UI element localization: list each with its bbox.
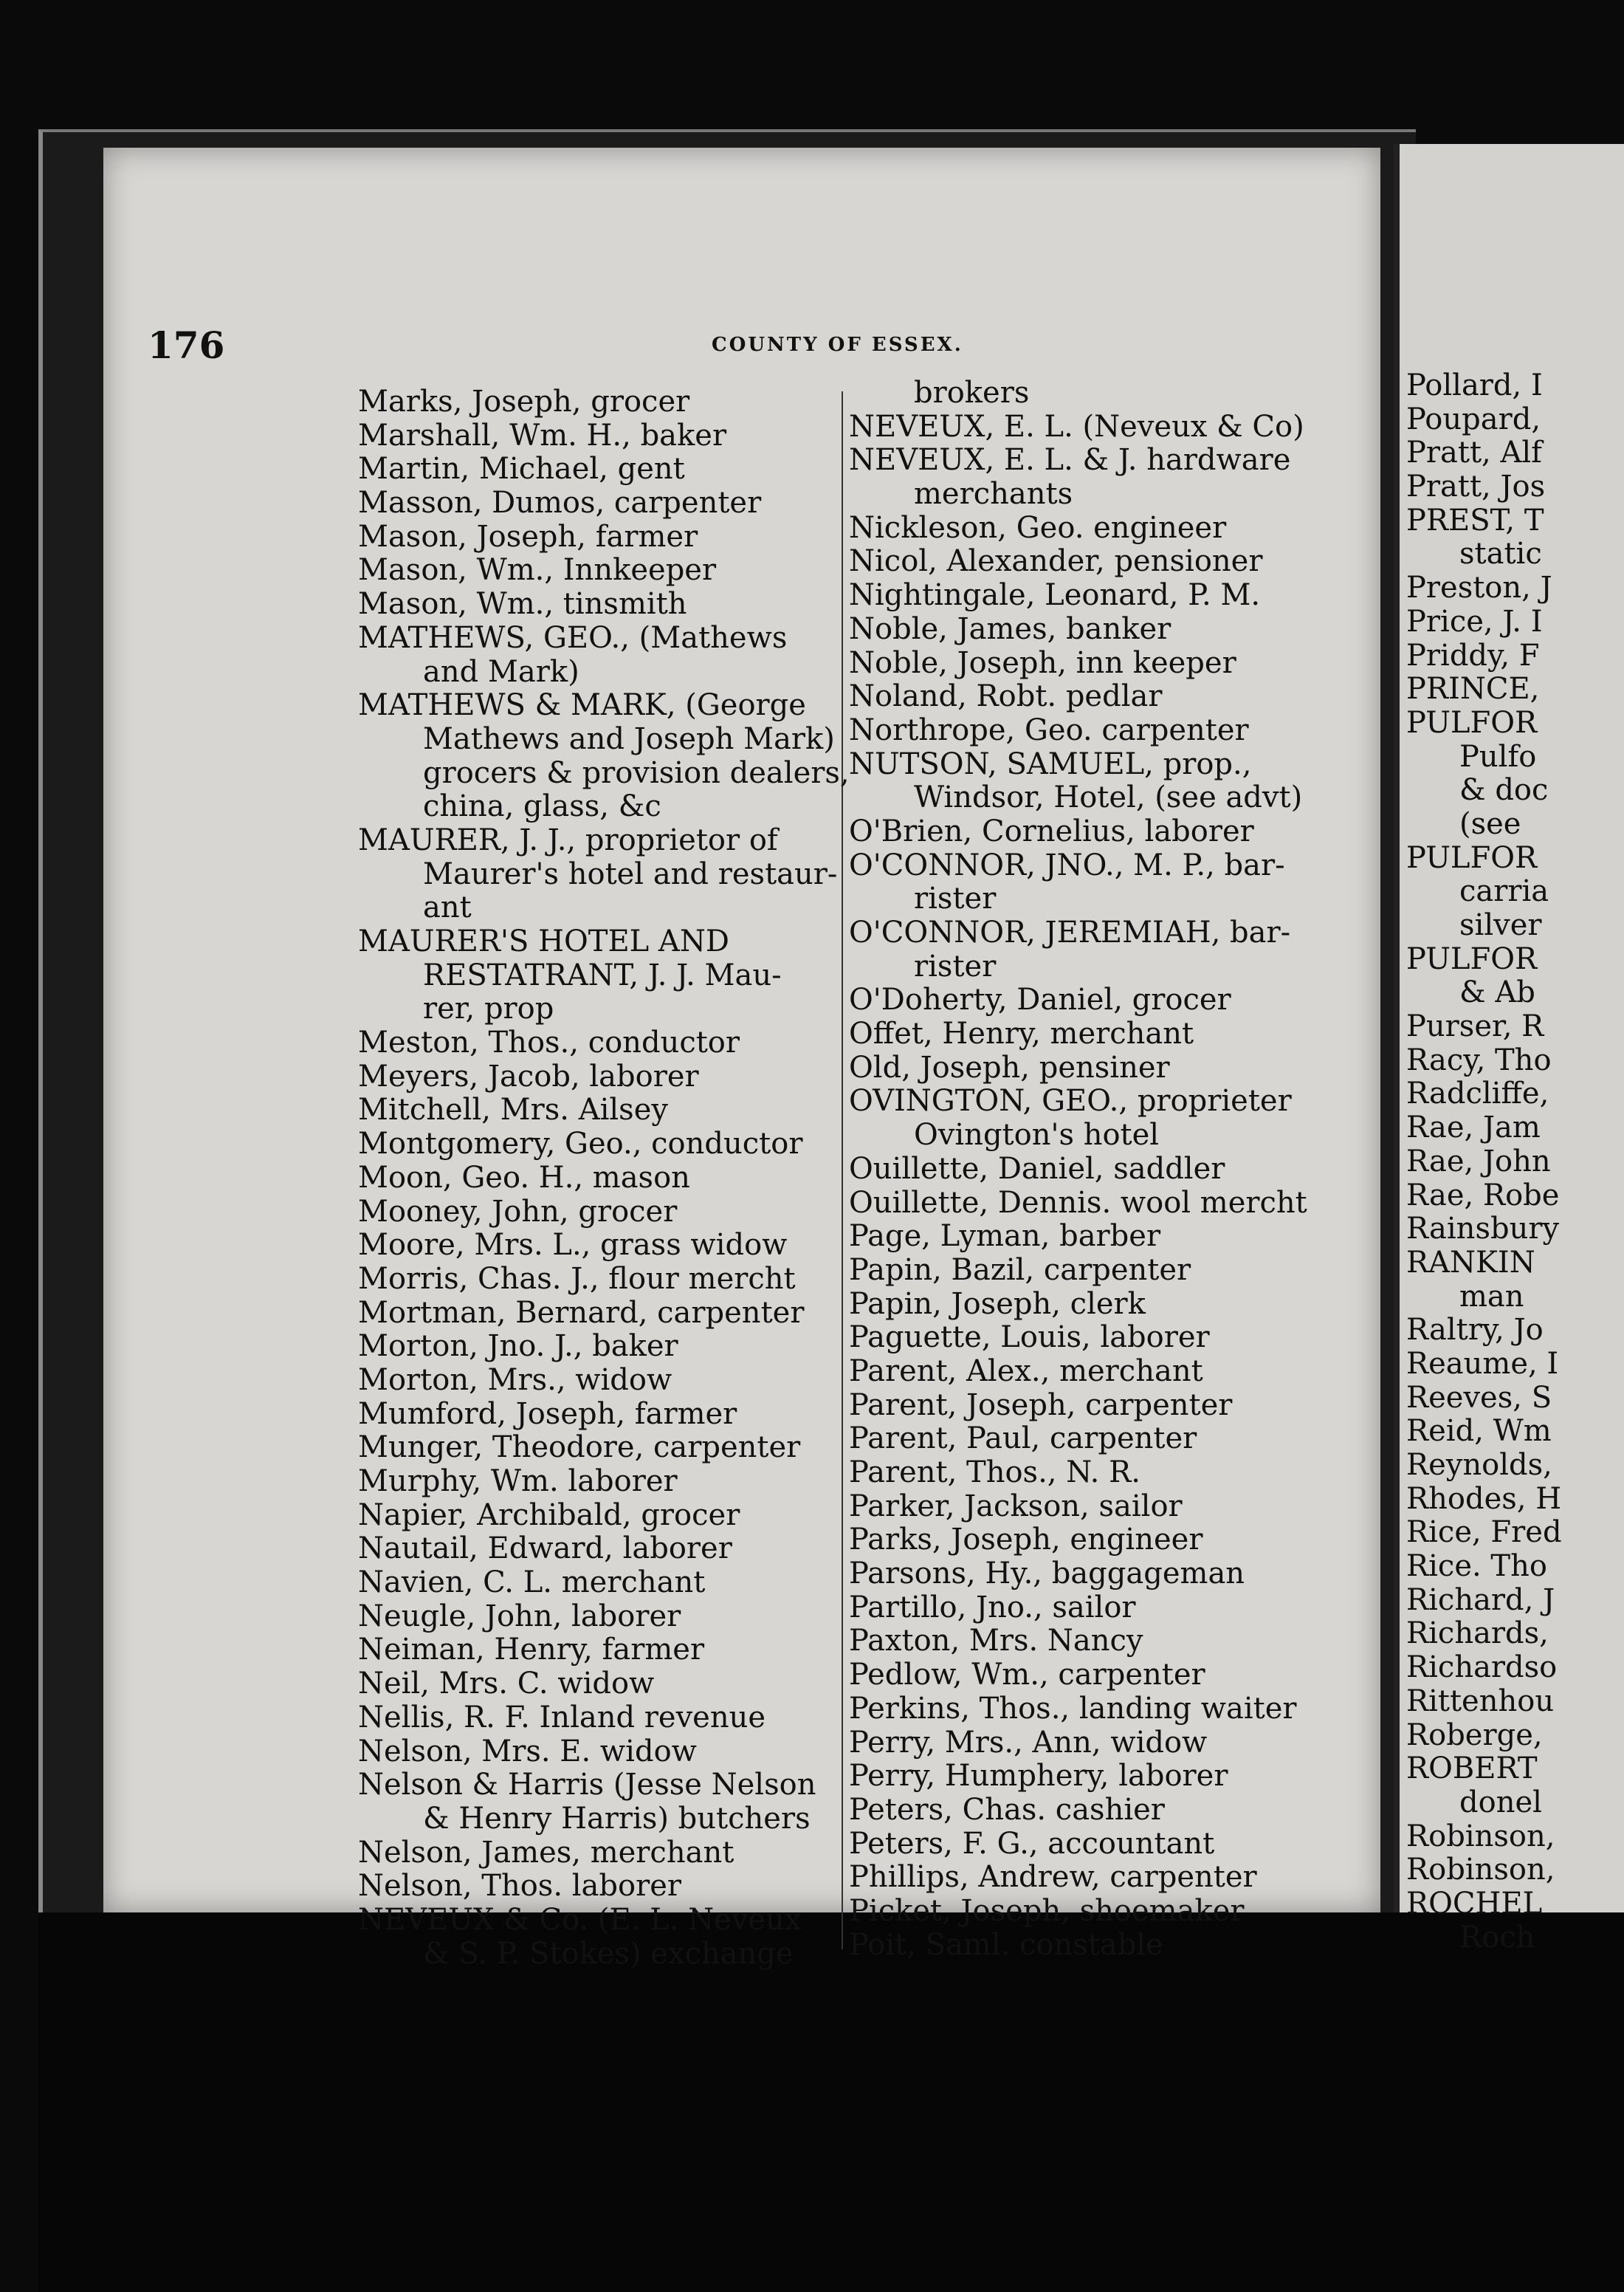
directory-entry: Richardso	[1406, 1650, 1558, 1685]
directory-entry: Parent, Alex., merchant	[849, 1353, 1203, 1388]
directory-entry: MAURER'S HOTEL AND	[358, 924, 729, 958]
directory-entry: Nelson, Mrs. E. widow	[358, 1734, 697, 1768]
directory-entry: Parent, Paul, carpenter	[849, 1421, 1197, 1456]
directory-entry: brokers	[914, 376, 1030, 410]
directory-entry: O'Doherty, Daniel, grocer	[849, 983, 1231, 1018]
directory-entry: Nicol, Alexander, pensioner	[849, 544, 1263, 579]
directory-entry: Napier, Archibald, grocer	[358, 1497, 740, 1532]
directory-entry: RANKIN	[1406, 1245, 1535, 1280]
directory-entry: NEVEUX & Co. (E. L. Neveux	[358, 1902, 802, 1937]
directory-entry: Paguette, Louis, laborer	[849, 1320, 1210, 1355]
directory-entry: O'CONNOR, JEREMIAH, bar-	[849, 916, 1291, 950]
directory-entry: Price, J. I	[1406, 604, 1543, 639]
directory-entry: rer, prop	[423, 992, 554, 1026]
directory-entry: Priddy, F	[1406, 638, 1540, 673]
directory-entry: Rice. Tho	[1406, 1549, 1547, 1584]
directory-entry: NUTSON, SAMUEL, prop.,	[849, 747, 1252, 781]
directory-entry: Parent, Thos., N. R.	[849, 1455, 1140, 1489]
directory-entry: Papin, Bazil, carpenter	[849, 1252, 1191, 1287]
directory-entry: and Mark)	[423, 654, 579, 689]
directory-entry: Murphy, Wm. laborer	[358, 1464, 678, 1498]
running-head: COUNTY OF ESSEX.	[712, 334, 963, 356]
directory-entry: Pratt, Alf	[1406, 436, 1542, 470]
directory-entry: MATHEWS, GEO., (Mathews	[358, 620, 788, 655]
directory-entry: Poupard,	[1406, 402, 1541, 436]
right-column-partial	[1406, 369, 1620, 1955]
directory-entry: Noland, Robt. pedlar	[849, 679, 1163, 714]
directory-entry: Meyers, Jacob, laborer	[358, 1059, 699, 1094]
directory-entry: OVINGTON, GEO., proprieter	[849, 1084, 1292, 1119]
directory-entry: Rice, Fred	[1406, 1515, 1562, 1550]
directory-entry: Meston, Thos., conductor	[358, 1026, 740, 1060]
directory-entry: Northrope, Geo. carpenter	[849, 713, 1249, 747]
directory-entry: Neiman, Henry, farmer	[358, 1633, 705, 1667]
directory-entry: Partillo, Jno., sailor	[849, 1590, 1136, 1624]
directory-entry: Racy, Tho	[1406, 1043, 1552, 1077]
directory-entry: static	[1459, 537, 1542, 572]
directory-entry: china, glass, &c	[423, 789, 661, 824]
directory-entry: man	[1459, 1279, 1524, 1314]
directory-entry: ROCHEL	[1406, 1886, 1543, 1921]
directory-entry: Offet, Henry, merchant	[849, 1017, 1194, 1051]
directory-entry: Nelson, Thos. laborer	[358, 1869, 681, 1904]
directory-entry: Mooney, John, grocer	[358, 1194, 678, 1229]
directory-entry: Pulfo	[1459, 739, 1537, 774]
directory-entry: Radcliffe,	[1406, 1077, 1549, 1111]
directory-entry: RESTATRANT, J. J. Mau-	[423, 958, 782, 992]
directory-entry: & Henry Harris) butchers	[423, 1801, 811, 1836]
directory-entry: ROBERT	[1406, 1751, 1538, 1786]
directory-entry: Parker, Jackson, sailor	[849, 1489, 1183, 1523]
directory-entry: Page, Lyman, barber	[849, 1219, 1161, 1254]
directory-entry: Marshall, Wm. H., baker	[358, 418, 727, 453]
directory-entry: Mortman, Bernard, carpenter	[358, 1295, 805, 1330]
directory-entry: & S. P. Stokes) exchange	[423, 1936, 794, 1971]
directory-entry: Paxton, Mrs. Nancy	[849, 1624, 1143, 1658]
directory-entry: Navien, C. L. merchant	[358, 1565, 706, 1600]
directory-entry: PRINCE,	[1406, 672, 1540, 707]
directory-entry: (see	[1459, 806, 1521, 841]
directory-entry: Nelson, James, merchant	[358, 1835, 734, 1870]
directory-entry: grocers & provision dealers,	[423, 755, 850, 790]
directory-entry: Phillips, Andrew, carpenter	[849, 1860, 1257, 1895]
directory-entry: NEVEUX, E. L. (Neveux & Co)	[849, 409, 1304, 444]
directory-entry: Nautail, Edward, laborer	[358, 1531, 732, 1566]
directory-entry: Papin, Joseph, clerk	[849, 1286, 1146, 1321]
directory-entry: Moon, Geo. H., mason	[358, 1160, 690, 1195]
directory-entry: & doc	[1459, 773, 1549, 808]
directory-entry: Morton, Mrs., widow	[358, 1362, 672, 1397]
directory-entry: Rhodes, H	[1406, 1481, 1562, 1516]
directory-entry: Ouillette, Dennis. wool mercht	[849, 1185, 1307, 1220]
directory-entry: Perry, Humphery, laborer	[849, 1759, 1228, 1794]
directory-entry: Richard, J	[1406, 1582, 1555, 1617]
directory-entry: PULFOR	[1406, 840, 1538, 875]
directory-entry: Masson, Dumos, carpenter	[358, 486, 762, 521]
directory-entry: PULFOR	[1406, 941, 1538, 976]
directory-entry: Mason, Wm., Innkeeper	[358, 553, 717, 588]
directory-entry: silver	[1459, 908, 1542, 942]
directory-entry: Maurer's hotel and restaur-	[423, 857, 838, 891]
directory-entry: Preston, J	[1406, 571, 1552, 605]
directory-entry: O'CONNOR, JNO., M. P., bar-	[849, 848, 1285, 882]
directory-entry: Pollard, I	[1406, 369, 1543, 402]
directory-entry: Nightingale, Leonard, P. M.	[849, 578, 1261, 613]
directory-entry: Peters, Chas. cashier	[849, 1792, 1165, 1827]
directory-entry: Mason, Wm., tinsmith	[358, 587, 687, 622]
directory-entry: Mathews and Joseph Mark)	[423, 721, 835, 756]
directory-entry: MAURER, J. J., proprietor of	[358, 823, 778, 857]
directory-entry: Morris, Chas. J., flour mercht	[358, 1261, 796, 1296]
directory-entry: Moore, Mrs. L., grass widow	[358, 1228, 788, 1263]
directory-entry: Mitchell, Mrs. Ailsey	[358, 1093, 668, 1128]
directory-entry: Nelson & Harris (Jesse Nelson	[358, 1768, 816, 1802]
directory-entry: Nellis, R. F. Inland revenue	[358, 1700, 766, 1735]
directory-entry: O'Brien, Cornelius, laborer	[849, 814, 1254, 848]
directory-entry: Peters, F. G., accountant	[849, 1826, 1215, 1861]
directory-entry: Old, Joseph, pensiner	[849, 1050, 1170, 1085]
directory-entry: Parent, Joseph, carpenter	[849, 1387, 1233, 1422]
directory-entry: Robinson,	[1406, 1819, 1555, 1853]
directory-entry: Neugle, John, laborer	[358, 1599, 681, 1633]
directory-entry: Ovington's hotel	[914, 1118, 1160, 1153]
directory-entry: NEVEUX, E. L. & J. hardware	[849, 443, 1291, 478]
directory-entry: Reid, Wm	[1406, 1414, 1552, 1449]
directory-entry: Reaume, I	[1406, 1346, 1559, 1381]
middle-column	[849, 377, 1380, 1962]
directory-entry: Picket, Joseph, shoemaker	[849, 1893, 1245, 1928]
directory-entry: Windsor, Hotel, (see advt)	[914, 780, 1303, 815]
directory-entry: Purser, R	[1406, 1009, 1544, 1044]
directory-entry: Noble, James, banker	[849, 611, 1171, 646]
directory-entry: Perkins, Thos., landing waiter	[849, 1691, 1297, 1726]
directory-entry: Rae, Jam	[1406, 1111, 1541, 1145]
directory-entry: Pedlow, Wm., carpenter	[849, 1658, 1205, 1692]
directory-entry: Nickleson, Geo. engineer	[849, 510, 1227, 545]
directory-entry: rister	[914, 882, 997, 916]
directory-entry: Parsons, Hy., baggageman	[849, 1557, 1245, 1591]
directory-entry: rister	[914, 949, 997, 984]
directory-entry: Noble, Joseph, inn keeper	[849, 645, 1236, 680]
directory-entry: merchants	[914, 477, 1073, 512]
page-number: 176	[148, 323, 225, 367]
directory-entry: carria	[1459, 874, 1549, 909]
directory-entry: donel	[1459, 1785, 1542, 1819]
directory-entry: Morton, Jno. J., baker	[358, 1329, 678, 1364]
directory-entry: PREST, T	[1406, 503, 1544, 538]
directory-entry: Raltry, Jo	[1406, 1313, 1544, 1348]
directory-entry: Mason, Joseph, farmer	[358, 519, 698, 554]
directory-entry: Montgomery, Geo., conductor	[358, 1127, 803, 1162]
directory-entry: Pratt, Jos	[1406, 470, 1546, 504]
directory-entry: Reynolds,	[1406, 1448, 1552, 1482]
directory-entry: Martin, Michael, gent	[358, 452, 685, 487]
directory-entry: & Ab	[1459, 975, 1535, 1010]
directory-entry: Perry, Mrs., Ann, widow	[849, 1725, 1208, 1760]
directory-entry: Rae, John	[1406, 1144, 1551, 1178]
directory-entry: PULFOR	[1406, 705, 1538, 740]
directory-entry: Marks, Joseph, grocer	[358, 385, 690, 419]
directory-entry: Ouillette, Daniel, saddler	[849, 1151, 1225, 1186]
directory-entry: Parks, Joseph, engineer	[849, 1523, 1203, 1557]
directory-entry: Rittenhou	[1406, 1684, 1555, 1718]
directory-entry: Rainsbury	[1406, 1212, 1560, 1246]
directory-entry: Poit, Saml. constable	[849, 1927, 1163, 1962]
directory-entry: Mumford, Joseph, farmer	[358, 1396, 737, 1431]
directory-entry: Reeves, S	[1406, 1380, 1552, 1415]
directory-entry: Roch	[1459, 1920, 1535, 1955]
directory-entry: Rae, Robe	[1406, 1178, 1560, 1212]
left-column	[358, 385, 875, 1971]
directory-entry: MATHEWS & MARK, (George	[358, 688, 806, 723]
directory-entry: Neil, Mrs. C. widow	[358, 1667, 655, 1701]
directory-entry: Roberge,	[1406, 1718, 1543, 1752]
directory-entry: ant	[423, 891, 472, 925]
directory-entry: Robinson,	[1406, 1853, 1555, 1887]
directory-entry: Richards,	[1406, 1616, 1549, 1651]
directory-entry: Munger, Theodore, carpenter	[358, 1430, 801, 1465]
